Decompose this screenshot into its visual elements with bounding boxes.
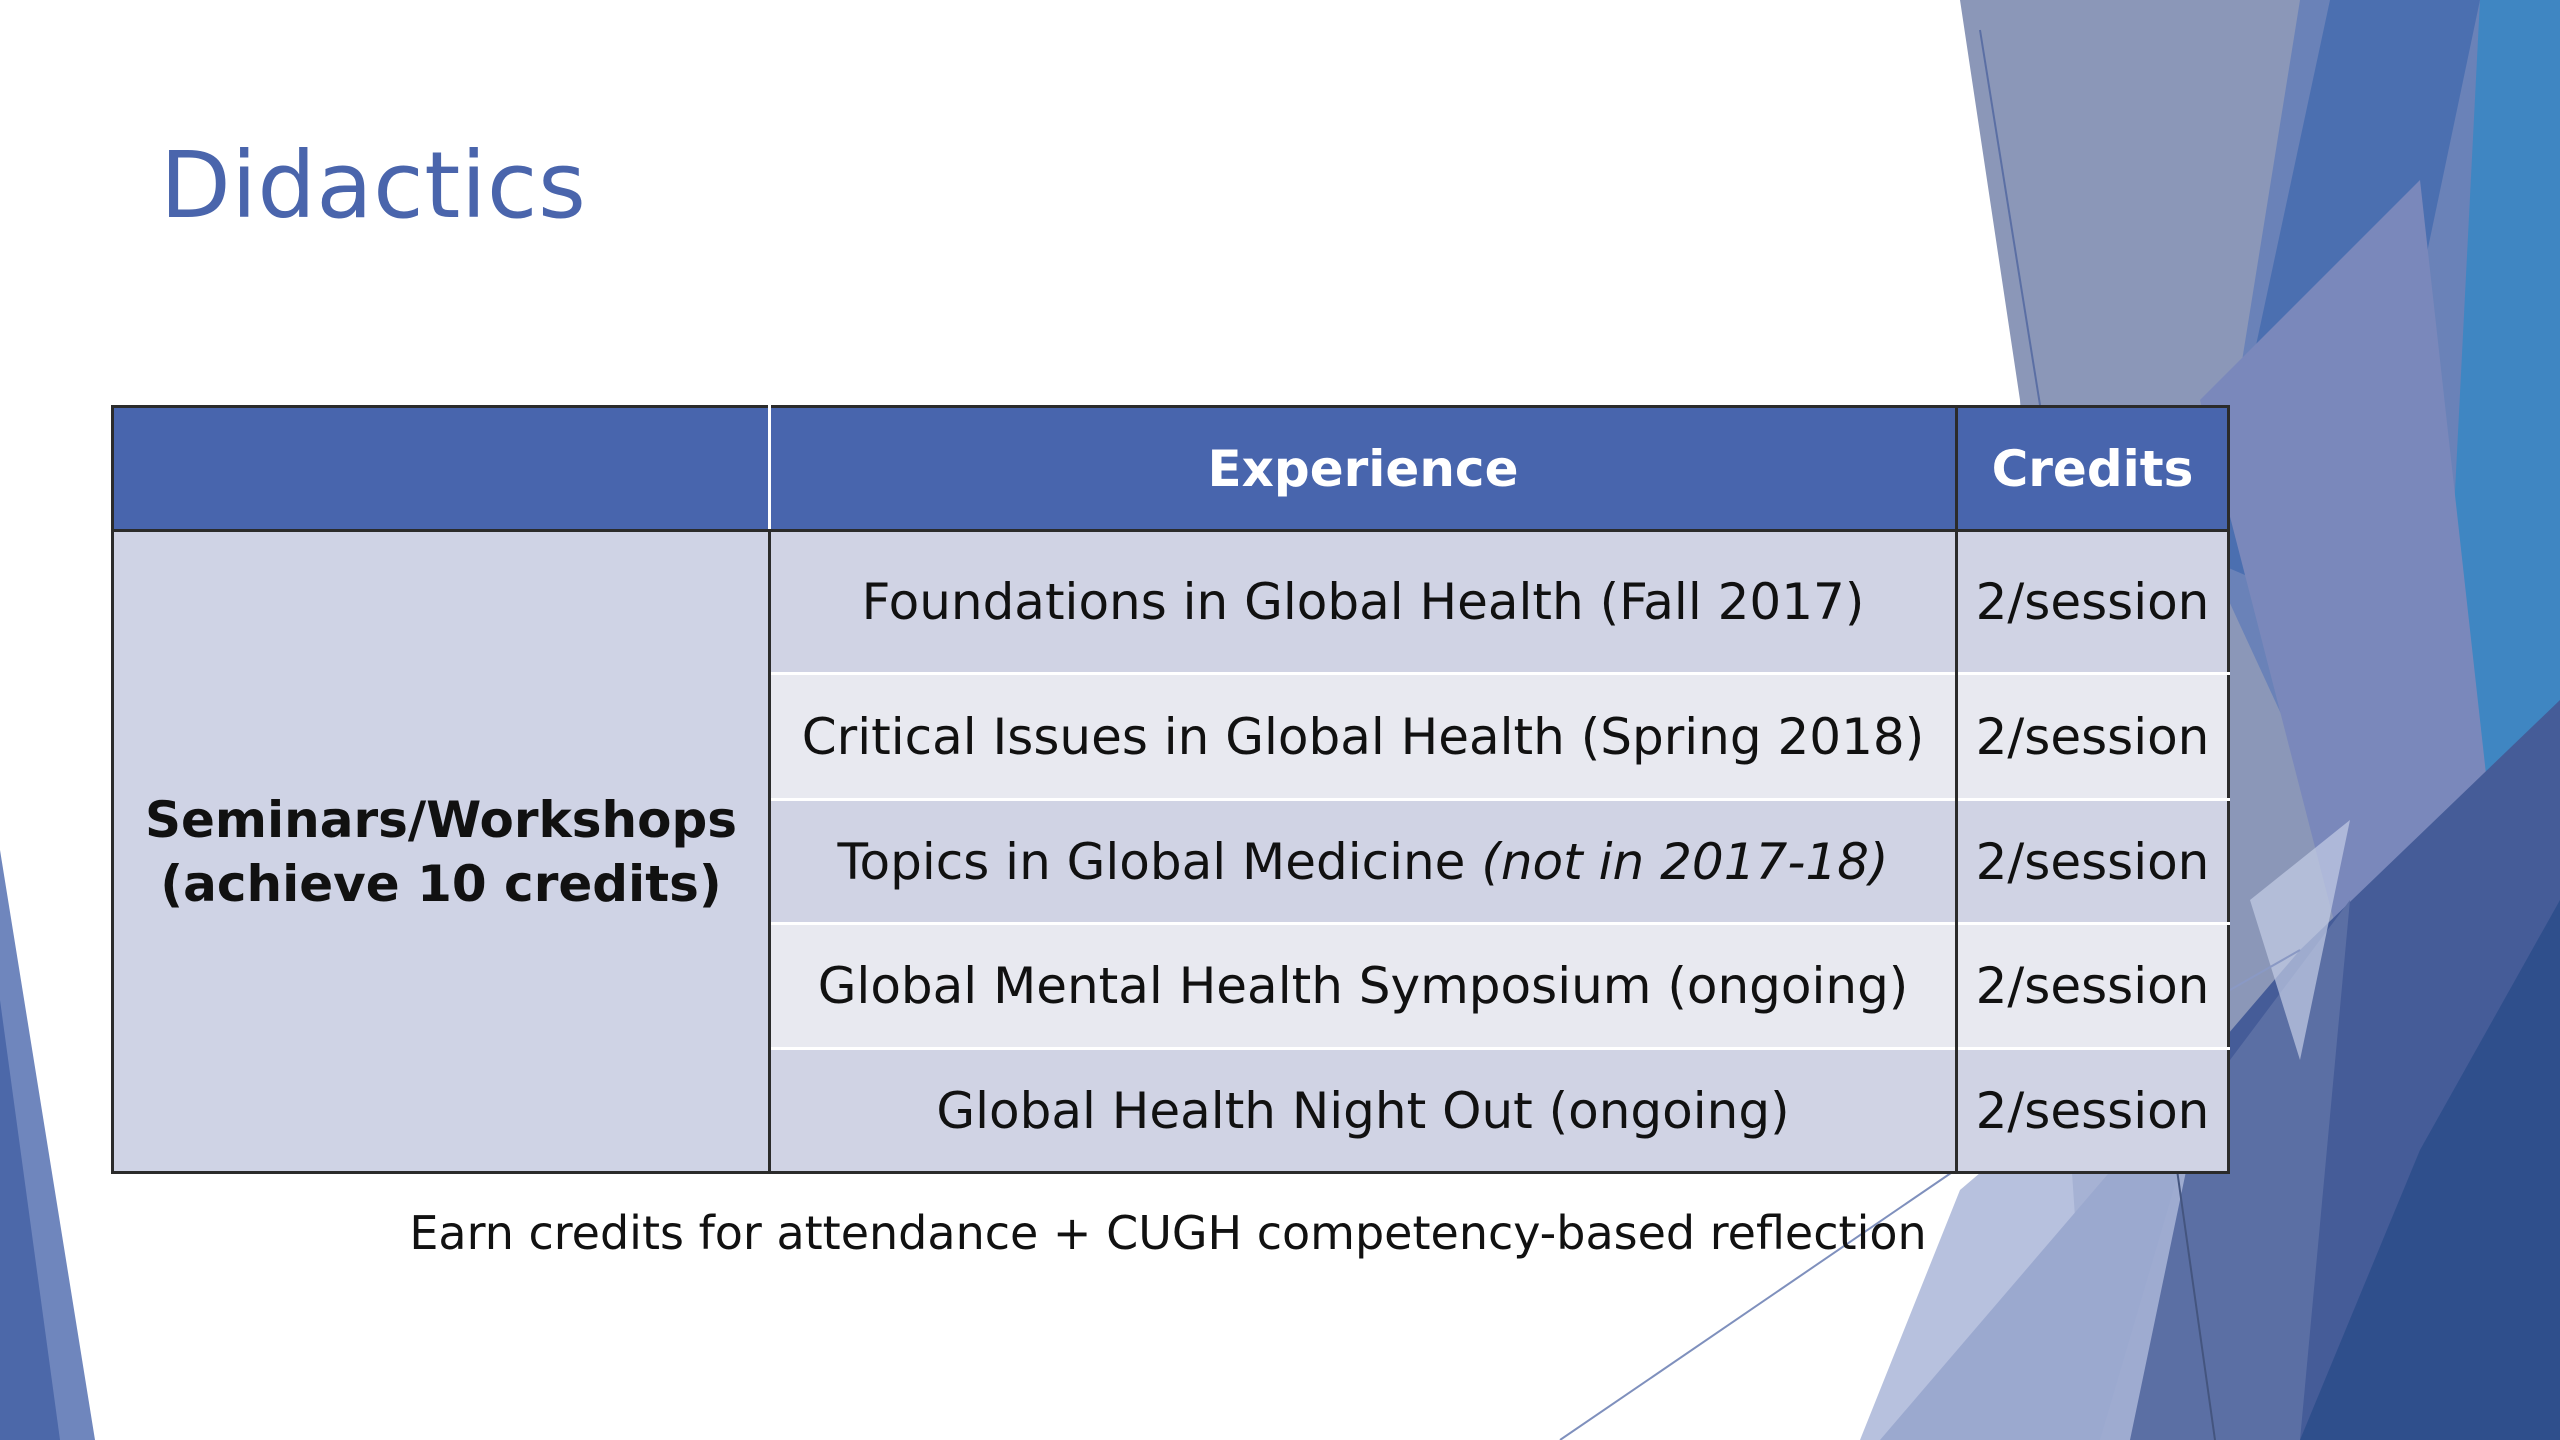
header-credits: Credits (1957, 407, 2229, 531)
experience-cell (770, 1049, 1957, 1173)
experience-cell (770, 674, 1957, 800)
credits-cell: 2/session (1957, 924, 2229, 1049)
credits-table (111, 405, 2230, 1174)
category-title: Seminars/Workshops (144, 790, 738, 849)
experience-name: Topics in Global Medicine (837, 832, 1482, 891)
table-row (113, 531, 2229, 674)
experience-name: Critical Issues in Global Health (Spring 2018) (801, 707, 1925, 766)
experience-cell (770, 924, 1957, 1049)
credits-table-wrapper (111, 405, 2227, 1174)
experience-name: Foundations in Global Health (Fall 2017) (861, 573, 1865, 631)
experience-name: Global Health Night Out (ongoing) (936, 1081, 1790, 1140)
credits-cell: 2/session (1957, 800, 2229, 924)
category-requirement: (achieve 10 credits) (160, 854, 722, 913)
credits-cell: 2/session (1957, 674, 2229, 800)
experience-cell (770, 800, 1957, 924)
slide-title: Didactics (160, 132, 587, 239)
experience-note: (not in 2017-18) (1481, 832, 1889, 891)
experience-cell (770, 531, 1957, 674)
header-category (113, 407, 770, 531)
category-cell (113, 531, 770, 1173)
credits-cell: 2/session (1957, 531, 2229, 674)
credits-cell: 2/session (1957, 1049, 2229, 1173)
footnote: Earn credits for attendance + CUGH competency-based reflection (409, 1206, 1927, 1260)
table-header-row (113, 407, 2229, 531)
experience-name: Global Mental Health Symposium (ongoing) (817, 957, 1909, 1015)
header-experience: Experience (770, 407, 1957, 531)
